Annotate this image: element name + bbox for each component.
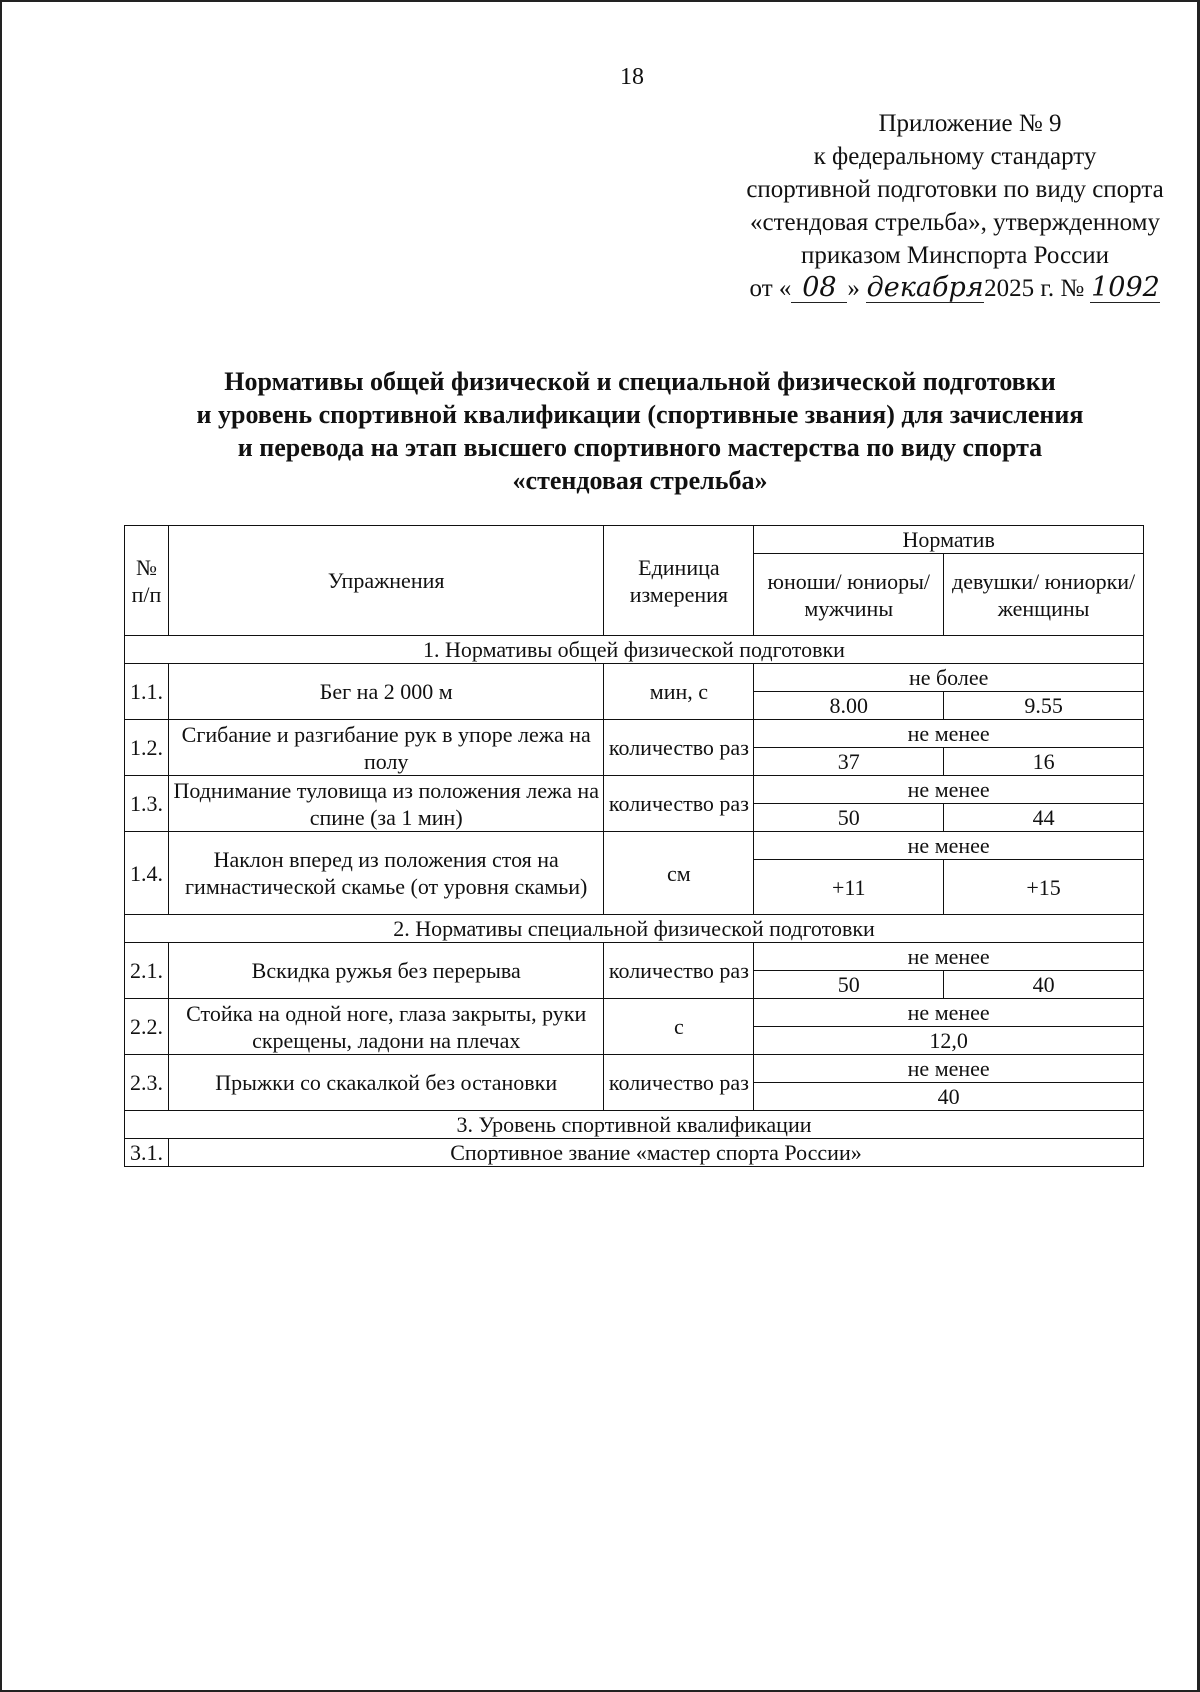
table-row bbox=[125, 832, 1144, 860]
order-number-handwritten: 1092 bbox=[1091, 272, 1160, 303]
section-title: 2. Нормативы специальной физической подготовки bbox=[125, 915, 1144, 943]
section-row bbox=[125, 915, 1144, 943]
row-exercise: Вскидка ружья без перерыва bbox=[168, 943, 603, 999]
appendix-line: «стендовая стрельба», утвержденному bbox=[749, 209, 1161, 236]
value-female: 16 bbox=[944, 748, 1144, 776]
document-title bbox=[140, 365, 1140, 497]
table-row bbox=[125, 720, 1144, 748]
row-unit: количество раз bbox=[604, 776, 754, 832]
table-row bbox=[125, 664, 1144, 692]
row-qualifier: не более bbox=[754, 664, 1144, 692]
value-both: 40 bbox=[754, 1083, 1144, 1111]
appendix-line: приказом Минспорта России bbox=[800, 242, 1109, 269]
table-row bbox=[125, 999, 1144, 1027]
table-row bbox=[125, 1055, 1144, 1083]
row-unit: количество раз bbox=[604, 1055, 754, 1111]
title-line: Нормативы общей физической и специальной физической подготовки bbox=[224, 367, 1056, 396]
row-num: 1.3. bbox=[125, 776, 169, 832]
table-row bbox=[125, 776, 1144, 804]
row-qualifier: не менее bbox=[754, 776, 1144, 804]
header-male: юноши/ юниоры/ мужчины bbox=[754, 554, 944, 636]
row-qualifier: не менее bbox=[754, 720, 1144, 748]
order-line bbox=[640, 272, 1200, 305]
norms-table bbox=[124, 525, 1144, 1167]
order-year: 2025 г. № bbox=[984, 275, 1085, 302]
header-exercise: Упражнения bbox=[168, 526, 603, 636]
row-qualifier: не менее bbox=[754, 1055, 1144, 1083]
row-exercise: Наклон вперед из положения стоя на гимнастической скамье (от уровня скамьи) bbox=[168, 832, 603, 915]
row-num: 2.2. bbox=[125, 999, 169, 1055]
value-male: +11 bbox=[754, 860, 944, 915]
row-qualifier: не менее bbox=[754, 832, 1144, 860]
row-exercise: Стойка на одной ноге, глаза закрыты, руки скрещены, ладони на плечах bbox=[168, 999, 603, 1055]
value-male: 50 bbox=[754, 971, 944, 999]
row-num: 1.2. bbox=[125, 720, 169, 776]
table-header-row bbox=[125, 526, 1144, 554]
row-num: 1.1. bbox=[125, 664, 169, 720]
header-female: девушки/ юниорки/ женщины bbox=[944, 554, 1144, 636]
value-female: +15 bbox=[944, 860, 1144, 915]
page-number: 18 bbox=[620, 64, 644, 90]
order-day-handwritten: 08 bbox=[791, 274, 847, 303]
value-female: 9.55 bbox=[944, 692, 1144, 720]
header-num: № п/п bbox=[125, 526, 169, 636]
order-month-handwritten: декабря bbox=[866, 272, 984, 303]
row-qualifier: не менее bbox=[754, 943, 1144, 971]
title-line: «стендовая стрельба» bbox=[512, 466, 768, 495]
row-unit: мин, с bbox=[604, 664, 754, 720]
row-exercise: Поднимание туловища из положения лежа на спине (за 1 мин) bbox=[168, 776, 603, 832]
header-norm: Норматив bbox=[754, 526, 1144, 554]
row-num: 2.3. bbox=[125, 1055, 169, 1111]
appendix-line: к федеральному стандарту bbox=[813, 143, 1097, 170]
row-num: 3.1. bbox=[125, 1139, 169, 1167]
appendix-line: спортивной подготовки по виду спорта bbox=[746, 176, 1164, 203]
value-female: 40 bbox=[944, 971, 1144, 999]
section-title: 1. Нормативы общей физической подготовки bbox=[125, 636, 1144, 664]
value-male: 37 bbox=[754, 748, 944, 776]
row-num: 2.1. bbox=[125, 943, 169, 999]
appendix-title: Приложение № 9 bbox=[878, 110, 1062, 137]
appendix-block bbox=[640, 107, 1200, 305]
row-exercise: Сгибание и разгибание рук в упоре лежа на полу bbox=[168, 720, 603, 776]
section-row bbox=[125, 1111, 1144, 1139]
row-qualifier: не менее bbox=[754, 999, 1144, 1027]
row-exercise: Бег на 2 000 м bbox=[168, 664, 603, 720]
row-unit: количество раз bbox=[604, 943, 754, 999]
section-title: 3. Уровень спортивной квалификации bbox=[125, 1111, 1144, 1139]
row-exercise: Спортивное звание «мастер спорта России» bbox=[168, 1139, 1143, 1167]
table-row bbox=[125, 1139, 1144, 1167]
row-num: 1.4. bbox=[125, 832, 169, 915]
title-line: и уровень спортивной квалификации (спортивные звания) для зачисления bbox=[196, 400, 1084, 429]
row-exercise: Прыжки со скакалкой без остановки bbox=[168, 1055, 603, 1111]
value-male: 50 bbox=[754, 804, 944, 832]
title-line: и перевода на этап высшего спортивного мастерства по виду спорта bbox=[237, 433, 1043, 462]
order-prefix: от « bbox=[749, 275, 792, 302]
row-unit: количество раз bbox=[604, 720, 754, 776]
section-row bbox=[125, 636, 1144, 664]
value-male: 8.00 bbox=[754, 692, 944, 720]
value-female: 44 bbox=[944, 804, 1144, 832]
row-unit: с bbox=[604, 999, 754, 1055]
value-both: 12,0 bbox=[754, 1027, 1144, 1055]
order-mid: » bbox=[847, 275, 860, 302]
header-unit: Единица измерения bbox=[604, 526, 754, 636]
table-row bbox=[125, 943, 1144, 971]
row-unit: см bbox=[604, 832, 754, 915]
